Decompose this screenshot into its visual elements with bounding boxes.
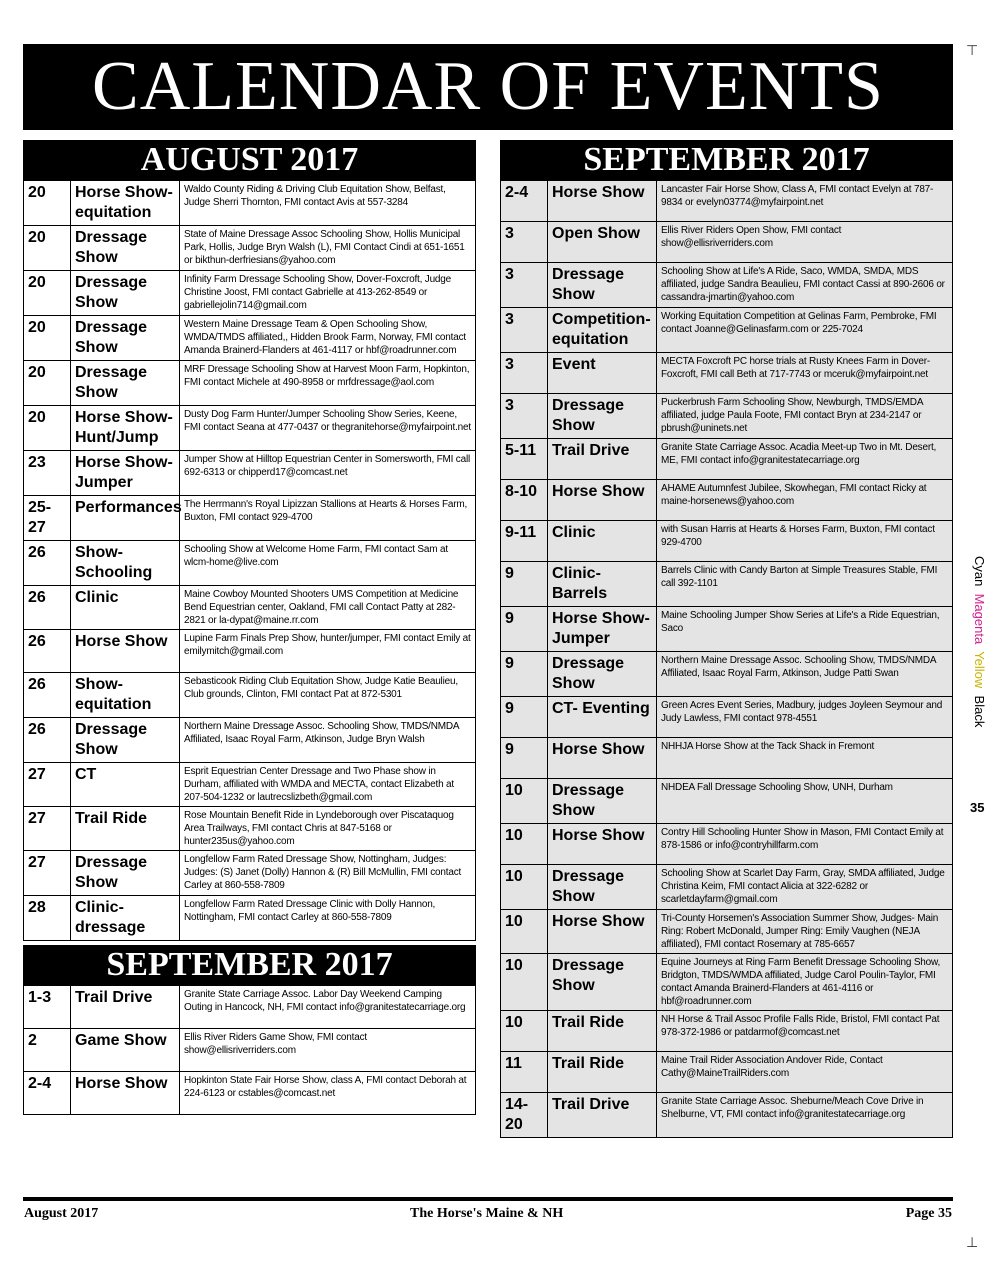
crop-mark-bottom-right: ⊥ (966, 1234, 979, 1250)
september-events-table-left (23, 985, 476, 1115)
event-type: Clinic- dressage (71, 896, 180, 941)
event-date: 20 (24, 316, 71, 361)
event-desc: Sebasticook Riding Club Equitation Show, Judge Katie Beaulieu, Club grounds, Clinton, FMI contact Pat at 872-5301 (180, 673, 476, 718)
event-type: Dressage Show (548, 263, 657, 308)
event-row (24, 851, 476, 896)
footer-publication: The Horse's Maine & NH (410, 1206, 564, 1221)
event-row (501, 1093, 953, 1138)
event-row (24, 181, 476, 226)
event-type: Clinic- Barrels (548, 562, 657, 607)
event-date: 27 (24, 763, 71, 807)
event-date: 2 (24, 1029, 71, 1072)
event-row (501, 222, 953, 263)
event-desc: Maine Trail Rider Association Andover Ride, Contact Cathy@MaineTrailRiders.com (657, 1052, 953, 1093)
event-desc: Longfellow Farm Rated Dressage Show, Nottingham, Judges: Judges: (S) Janet (Dolly) Hannon & (R) Bill McMullin, FMI contact Carley at 860-558-7809 (180, 851, 476, 896)
event-row (501, 263, 953, 308)
event-desc: AHAME Autumnfest Jubilee, Skowhegan, FMI contact Ricky at maine-horsenews@yahoo.com (657, 480, 953, 521)
event-row (24, 630, 476, 673)
event-desc: Dusty Dog Farm Hunter/Jumper Schooling Show Series, Keene, FMI contact Seana at 477-0437 or thegranitehorse@myfairpoint.net (180, 406, 476, 451)
event-date: 5-11 (501, 439, 548, 480)
event-row (24, 1072, 476, 1115)
event-type: CT- Eventing (548, 697, 657, 738)
event-type: Horse Show (548, 910, 657, 954)
event-type: Show- Schooling (71, 541, 180, 586)
event-row (501, 738, 953, 779)
event-row (24, 673, 476, 718)
event-row (501, 394, 953, 439)
event-type: Event (548, 353, 657, 394)
event-desc: Equine Journeys at Ring Farm Benefit Dressage Schooling Show, Bridgton, TMDS/WMDA affiliated, Judge Carol Poulin-Taylor, FMI contact Amanda Brainerd-Flanders at 461-4116 or hbf@roadrunner.com (657, 954, 953, 1011)
event-type: Dressage Show (71, 361, 180, 406)
september-column (500, 140, 953, 1138)
event-row (501, 1052, 953, 1093)
event-date: 9 (501, 738, 548, 779)
event-row (501, 865, 953, 910)
august-events-table (23, 180, 476, 941)
month-heading-september-left: SEPTEMBER 2017 (23, 945, 476, 985)
crop-mark-top: ⊤ (966, 42, 979, 58)
event-desc: Infinity Farm Dressage Schooling Show, Dover-Foxcroft, Judge Christine Joost, FMI contact Gabrielle at 413-262-8549 or gabriellejolin714@gmail.com (180, 271, 476, 316)
color-registration-bar (965, 556, 995, 746)
event-type: Horse Show- Hunt/Jump (71, 406, 180, 451)
event-type: Dressage Show (548, 954, 657, 1011)
september-events-table (500, 180, 953, 1138)
event-type: CT (71, 763, 180, 807)
event-type: Clinic (548, 521, 657, 562)
event-desc: Ellis River Riders Open Show, FMI contact show@ellisriverriders.com (657, 222, 953, 263)
event-desc: Lupine Farm Finals Prep Show, hunter/jumper, FMI contact Emily at emilymitch@gmail.com (180, 630, 476, 673)
event-row (501, 607, 953, 652)
event-date: 9-11 (501, 521, 548, 562)
event-row (24, 226, 476, 271)
event-row (24, 451, 476, 496)
event-date: 20 (24, 361, 71, 406)
event-date: 3 (501, 394, 548, 439)
event-desc: Working Equitation Competition at Gelinas Farm, Pembroke, FMI contact Joanne@Gelinasfarm.com or 225-7024 (657, 308, 953, 353)
event-type: Dressage Show (548, 394, 657, 439)
event-row (24, 541, 476, 586)
event-desc: Jumper Show at Hilltop Equestrian Center in Somersworth, FMI call 692-6313 or chipperd17@comcast.net (180, 451, 476, 496)
event-row (24, 986, 476, 1029)
event-date: 2-4 (24, 1072, 71, 1115)
color-magenta: Magenta (972, 593, 987, 645)
event-date: 26 (24, 673, 71, 718)
event-date: 3 (501, 222, 548, 263)
event-type: Dressage Show (71, 271, 180, 316)
event-row (501, 439, 953, 480)
event-row (501, 652, 953, 697)
august-column (23, 140, 476, 1115)
event-desc: MECTA Foxcroft PC horse trials at Rusty Knees Farm in Dover-Foxcroft, FMI call Beth at 717-7743 or mceruk@myfairpoint.net (657, 353, 953, 394)
event-type: Trail Ride (548, 1052, 657, 1093)
event-date: 10 (501, 910, 548, 954)
event-desc: Hopkinton State Fair Horse Show, class A, FMI contact Deborah at 224-6123 or cstables@comcast.net (180, 1072, 476, 1115)
event-date: 10 (501, 954, 548, 1011)
event-desc: Schooling Show at Life's A Ride, Saco, WMDA, SMDA, MDS affiliated, judge Sandra Beaulieu, FMI contact Cassi at 890-2606 or cassandra-jmartin@yahoo.com (657, 263, 953, 308)
event-desc: NHDEA Fall Dressage Schooling Show, UNH, Durham (657, 779, 953, 824)
event-date: 27 (24, 851, 71, 896)
event-type: Dressage Show (548, 865, 657, 910)
event-date: 10 (501, 1011, 548, 1052)
event-date: 28 (24, 896, 71, 941)
page-title: CALENDAR OF EVENTS (92, 48, 884, 125)
event-date: 25-27 (24, 496, 71, 541)
event-date: 9 (501, 607, 548, 652)
event-row (501, 308, 953, 353)
event-type: Competition- equitation (548, 308, 657, 353)
event-desc: Granite State Carriage Assoc. Labor Day Weekend Camping Outing in Hancock, NH, FMI contact info@granitestatecarriage.org (180, 986, 476, 1029)
footer-rule (23, 1197, 953, 1201)
event-date: 3 (501, 353, 548, 394)
event-date: 20 (24, 271, 71, 316)
event-date: 9 (501, 697, 548, 738)
event-type: Horse Show (548, 824, 657, 865)
event-desc: MRF Dressage Schooling Show at Harvest Moon Farm, Hopkinton, FMI contact Michele at 490-8958 or mrfdressage@aol.com (180, 361, 476, 406)
event-type: Horse Show (71, 1072, 180, 1115)
footer-date: August 2017 (24, 1206, 99, 1221)
event-row (24, 406, 476, 451)
event-type: Horse Show- equitation (71, 181, 180, 226)
event-row (24, 316, 476, 361)
event-row (501, 779, 953, 824)
event-row (24, 496, 476, 541)
event-desc: Northern Maine Dressage Assoc. Schooling Show, TMDS/NMDA Affiliated, Isaac Royal Farm, Atkinson, Judge Patti Swan (657, 652, 953, 697)
event-type: Trail Drive (548, 439, 657, 480)
event-date: 11 (501, 1052, 548, 1093)
event-desc: Maine Schooling Jumper Show Series at Life's a Ride Equestrian, Saco (657, 607, 953, 652)
event-type: Dressage Show (71, 718, 180, 763)
event-desc: Esprit Equestrian Center Dressage and Two Phase show in Durham, affiliated with WMDA and MECTA, contact Elizabeth at 207-504-1232 or lautrecslizbeth@gmail.com (180, 763, 476, 807)
event-date: 26 (24, 630, 71, 673)
event-row (24, 896, 476, 941)
footer-page: Page 35 (905, 1206, 952, 1221)
event-type: Trail Drive (548, 1093, 657, 1138)
event-desc: Western Maine Dressage Team & Open Schooling Show, WMDA/TMDS affiliated,, Hidden Brook Farm, Norway, FMI contact Amanda Brainerd-Flanders at 461-4117 or hbf@roadrunner.com (180, 316, 476, 361)
event-row (24, 807, 476, 851)
month-heading-august: AUGUST 2017 (23, 140, 476, 180)
color-black: Black (972, 695, 987, 728)
event-type: Horse Show (548, 480, 657, 521)
title-banner (23, 44, 953, 130)
month-heading-september: SEPTEMBER 2017 (500, 140, 953, 180)
event-row (24, 718, 476, 763)
event-row (24, 763, 476, 807)
event-row (501, 910, 953, 954)
event-type: Horse Show (71, 630, 180, 673)
event-row (24, 271, 476, 316)
event-row (24, 1029, 476, 1072)
event-type: Dressage Show (71, 316, 180, 361)
event-desc: Schooling Show at Scarlet Day Farm, Gray, SMDA affiliated, Judge Christina Keim, FMI contact Alicia at 322-6282 or scarletdayfarm@gmail.com (657, 865, 953, 910)
event-desc: with Susan Harris at Hearts & Horses Farm, Buxton, FMI contact 929-4700 (657, 521, 953, 562)
event-desc: Ellis River Riders Game Show, FMI contact show@ellisriverriders.com (180, 1029, 476, 1072)
event-type: Trail Drive (71, 986, 180, 1029)
event-desc: Granite State Carriage Assoc. Acadia Meet-up Two in Mt. Desert, ME, FMI contact info@granitestatecarriage.org (657, 439, 953, 480)
side-page-number: 35 (970, 800, 985, 815)
event-desc: Waldo County Riding & Driving Club Equitation Show, Belfast, Judge Sherri Thornton, FMI contact Avis at 557-3284 (180, 181, 476, 226)
event-desc: State of Maine Dressage Assoc Schooling Show, Hollis Municipal Park, Hollis, Judge Bryn Walsh (L), FMI Contact Cindi at 651-1651 or bikthun-derfriesians@yahoo.com (180, 226, 476, 271)
event-type: Dressage Show (548, 652, 657, 697)
event-row (24, 586, 476, 630)
event-desc: Longfellow Farm Rated Dressage Clinic with Dolly Hannon, Nottingham, FMI contact Carley at 860-558-7809 (180, 896, 476, 941)
event-date: 1-3 (24, 986, 71, 1029)
event-row (501, 954, 953, 1011)
event-type: Horse Show- Jumper (548, 607, 657, 652)
event-type: Open Show (548, 222, 657, 263)
color-yellow: Yellow (972, 651, 987, 689)
event-row (501, 1011, 953, 1052)
event-desc: Green Acres Event Series, Madbury, judges Joyleen Seymour and Judy Lawless, FMI contact 978-4551 (657, 697, 953, 738)
event-row (501, 697, 953, 738)
event-type: Dressage Show (71, 226, 180, 271)
event-type: Game Show (71, 1029, 180, 1072)
event-date: 3 (501, 263, 548, 308)
event-desc: Maine Cowboy Mounted Shooters UMS Competition at Medicine Bend Equestrian center, Oakland, FMI call Contact Patty at 282-2821 or la-dypat@maine.rr.com (180, 586, 476, 630)
event-type: Horse Show- Jumper (71, 451, 180, 496)
event-desc: Lancaster Fair Horse Show, Class A, FMI contact Evelyn at 787-9834 or evelyn03774@myfairpoint.net (657, 181, 953, 222)
event-type: Dressage Show (71, 851, 180, 896)
event-date: 23 (24, 451, 71, 496)
event-row (501, 353, 953, 394)
event-desc: Schooling Show at Welcome Home Farm, FMI contact Sam at wlcm-home@live.com (180, 541, 476, 586)
color-cyan: Cyan (972, 556, 987, 587)
event-desc: Northern Maine Dressage Assoc. Schooling Show, TMDS/NMDA Affiliated, Isaac Royal Farm, Atkinson, Judge Bryn Walsh (180, 718, 476, 763)
event-date: 3 (501, 308, 548, 353)
event-row (501, 562, 953, 607)
event-date: 10 (501, 824, 548, 865)
event-desc: Granite State Carriage Assoc. Sheburne/Meach Cove Drive in Shelburne, VT, FMI contact info@granitestatecarriage.org (657, 1093, 953, 1138)
event-type: Dressage Show (548, 779, 657, 824)
event-row (501, 480, 953, 521)
event-type: Horse Show (548, 738, 657, 779)
event-type: Trail Ride (548, 1011, 657, 1052)
event-type: Performances (71, 496, 180, 541)
event-desc: NH Horse & Trail Assoc Profile Falls Ride, Bristol, FMI contact Pat 978-372-1986 or patdarmof@comcast.net (657, 1011, 953, 1052)
event-type: Clinic (71, 586, 180, 630)
event-date: 20 (24, 181, 71, 226)
event-desc: Rose Mountain Benefit Ride in Lyndeborough over Piscataquog Area Trailways, FMI contact Chris at 847-5168 or hunter235us@yahoo.com (180, 807, 476, 851)
event-desc: Tri-County Horsemen's Association Summer Show, Judges- Main Ring: Robert McDonald, Jumper Ring: Emily Vaughen (NEJA affiliated), FMI contact Rosemary at 785-6657 (657, 910, 953, 954)
event-type: Show- equitation (71, 673, 180, 718)
event-date: 26 (24, 586, 71, 630)
event-desc: NHHJA Horse Show at the Tack Shack in Fremont (657, 738, 953, 779)
event-date: 9 (501, 652, 548, 697)
event-date: 2-4 (501, 181, 548, 222)
event-row (501, 824, 953, 865)
event-date: 14-20 (501, 1093, 548, 1138)
event-date: 9 (501, 562, 548, 607)
event-date: 10 (501, 865, 548, 910)
event-date: 20 (24, 226, 71, 271)
event-type: Horse Show (548, 181, 657, 222)
event-date: 8-10 (501, 480, 548, 521)
event-date: 10 (501, 779, 548, 824)
event-date: 27 (24, 807, 71, 851)
event-date: 20 (24, 406, 71, 451)
event-row (501, 181, 953, 222)
event-desc: Contry Hill Schooling Hunter Show in Mason, FMI Contact Emily at 878-1586 or info@contryhillfarm.com (657, 824, 953, 865)
event-desc: Barrels Clinic with Candy Barton at Simple Treasures Stable, FMI call 392-1101 (657, 562, 953, 607)
event-date: 26 (24, 718, 71, 763)
event-desc: Puckerbrush Farm Schooling Show, Newburgh, TMDS/EMDA affiliated, judge Paula Foote, FMI contact Bryn at 234-2147 or pbrush@uninets.net (657, 394, 953, 439)
event-type: Trail Ride (71, 807, 180, 851)
event-date: 26 (24, 541, 71, 586)
event-row (24, 361, 476, 406)
event-row (501, 521, 953, 562)
event-desc: The Herrmann's Royal Lipizzan Stallions at Hearts & Horses Farm, Buxton, FMI contact 929-4700 (180, 496, 476, 541)
